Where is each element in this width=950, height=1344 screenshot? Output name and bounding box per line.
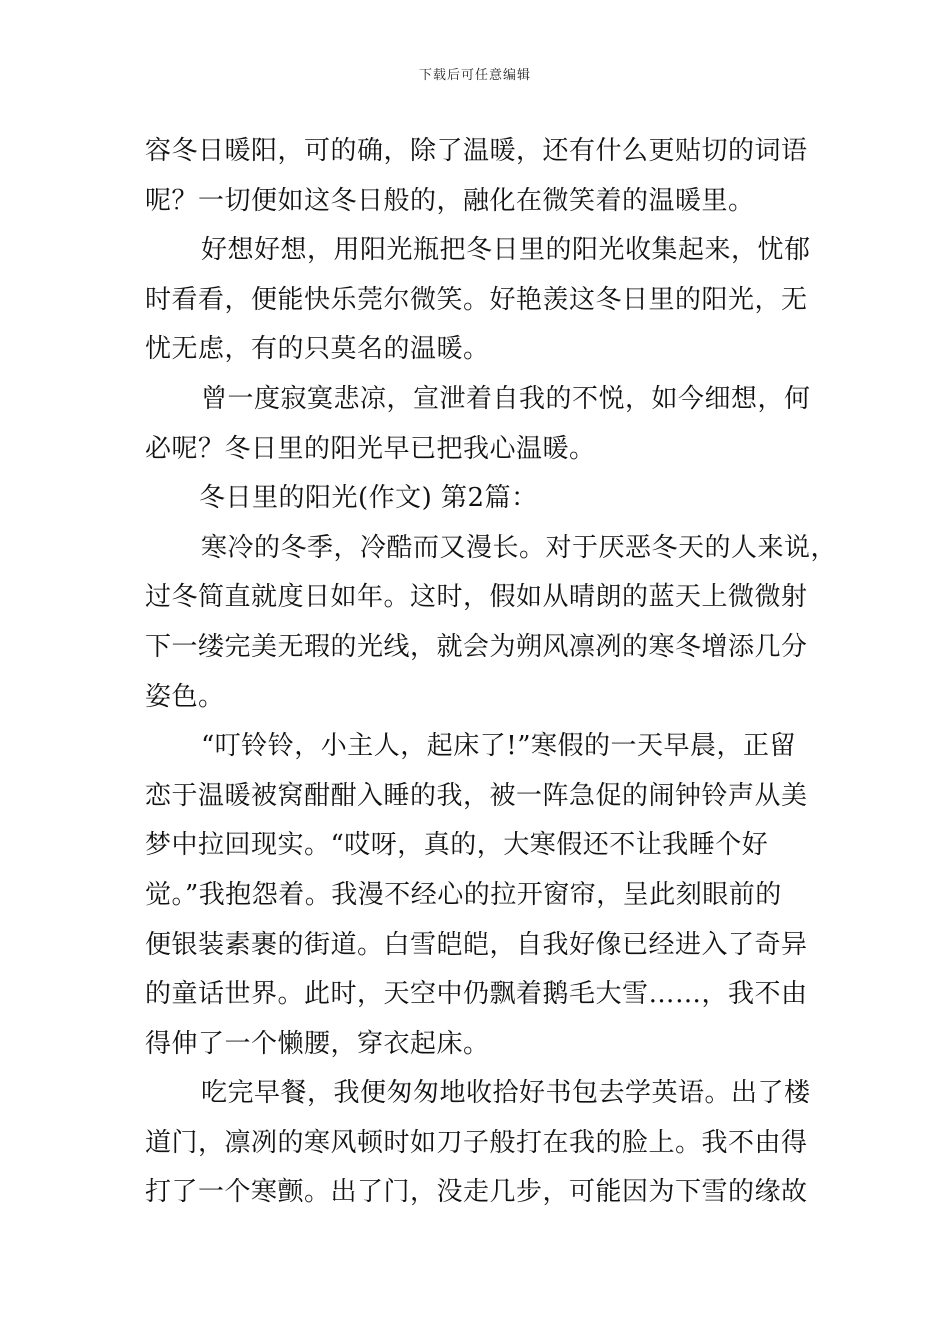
text-line: 梦中拉回现实。“哎呀，真的，大寒假还不让我睡个好 bbox=[145, 830, 769, 861]
text-line: 下一缕完美无瑕的光线，就会为朔风凛冽的寒冬增添几分 bbox=[145, 631, 808, 662]
text-line: 吃完早餐，我便匆匆地收拾好书包去学英语。出了楼 bbox=[201, 1078, 811, 1109]
text-line: 容冬日暖阳，可的确，除了温暖，还有什么更贴切的词语 bbox=[145, 136, 808, 166]
text-line: 觉。”我抱怨着。我漫不经心的拉开窗帘，呈此刻眼前的 bbox=[145, 879, 782, 910]
text-line: 曾一度寂寞悲凉，宣泄着自我的不悦，如今细想，何 bbox=[201, 383, 811, 414]
text-line: 时看看，便能快乐莞尔微笑。好艳羡这冬日里的阳光，无 bbox=[145, 284, 808, 315]
text-line: 道门，凛冽的寒风顿时如刀子般打在我的脸上。我不由得 bbox=[145, 1127, 808, 1158]
page-header: 下载后可任意编辑 bbox=[418, 68, 531, 83]
text-line: 呢？一切便如这冬日般的，融化在微笑着的温暖里。 bbox=[145, 185, 755, 216]
text-line: 得伸了一个懒腰，穿衣起床。 bbox=[145, 1028, 490, 1059]
text-line: 打了一个寒颤。出了门，没走几步，可能因为下雪的缘故 bbox=[145, 1177, 808, 1208]
text-line: 寒冷的冬季，冷酷而又漫长。对于厌恶冬天的人来说， bbox=[201, 532, 838, 563]
text-line: 便银装素裹的街道。白雪皑皑，自我好像已经进入了奇异 bbox=[145, 929, 808, 960]
section-heading: 冬日里的阳光(作文) 第2篇： bbox=[199, 483, 538, 514]
text-line: “叮铃铃，小主人，起床了!”寒假的一天早晨，正留 bbox=[201, 731, 797, 762]
document-body bbox=[145, 127, 838, 1218]
text-line: 好想好想，用阳光瓶把冬日里的阳光收集起来，忧郁 bbox=[201, 235, 811, 266]
text-line: 忧无虑，有的只莫名的温暖。 bbox=[145, 334, 490, 365]
text-line: 过冬简直就度日如年。这时，假如从晴朗的蓝天上微微射 bbox=[145, 582, 808, 613]
text-line: 恋于温暖被窝酣酣入睡的我，被一阵急促的闹钟铃声从美 bbox=[145, 780, 808, 811]
text-line: 的童话世界。此时，天空中仍飘着鹅毛大雪……，我不由 bbox=[145, 979, 808, 1010]
text-line: 姿色。 bbox=[145, 681, 225, 712]
text-line: 必呢？冬日里的阳光早已把我心温暖。 bbox=[145, 433, 596, 464]
